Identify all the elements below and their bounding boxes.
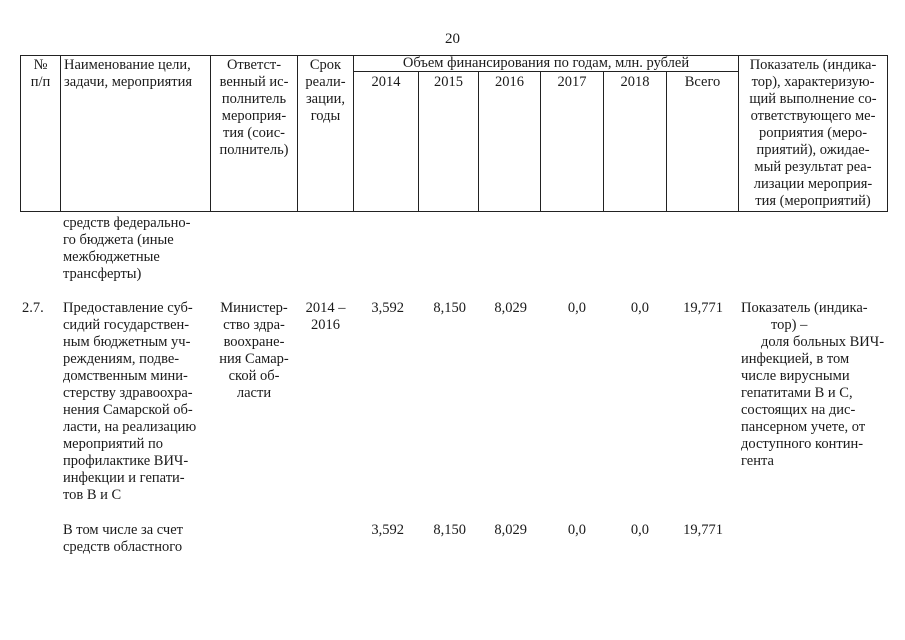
row-term: 2014 – 2016 (305, 300, 346, 333)
value-2016: 8,029 (494, 300, 527, 316)
value-2018: 0,0 (630, 300, 649, 316)
header-col-finance: Объем финансирования по годам, млн. рублей (402, 55, 690, 71)
row-name: Предоставление суб- сидий государствен- ным бюджетным уч- реждениям, подве- домственным мини- стерству здравоохра- нения Самарской об- ласти, на реализацию мероприятий по профилактике ВИЧ- инфекции и гепати- тов В и С (63, 300, 197, 503)
value-total: 19,771 (683, 300, 723, 316)
header-col-number: № п/п (30, 57, 51, 90)
subrow-value-total: 19,771 (683, 522, 723, 538)
subrow-name: В том числе за счет средств областного (63, 522, 184, 555)
header-year-2015: 2015 (434, 74, 463, 90)
subrow-value-2015: 8,150 (433, 522, 466, 538)
table-header (20, 55, 888, 212)
value-2014: 3,592 (371, 300, 404, 316)
header-col-indicator: Показатель (индика- тор), характеризую- щий выполнение со- ответствующего ме- роприятия (меро- приятий), ожидае- мый результат реа- лизации мероприя- тия (мероприятий) (749, 57, 877, 209)
header-year-2017: 2017 (557, 74, 587, 90)
header-col-name: Наименование цели, задачи, мероприятия (64, 57, 193, 90)
header-year-2016: 2016 (495, 74, 524, 90)
row-indicator: Показатель (индика- тор) – доля больных ВИЧ- инфекцией, в том числе вирусными гепатитами В и С, состоящих на дис- пансерном учете, от доступного контин- гента (741, 300, 885, 469)
subrow-value-2017: 0,0 (567, 522, 586, 538)
value-2017: 0,0 (567, 300, 586, 316)
page-number: 20 (445, 31, 460, 47)
header-total: Всего (684, 74, 721, 90)
header-year-2018: 2018 (620, 74, 650, 90)
row-responsible: Министер- ство здра- воохране- ния Самар- ской об- ласти (219, 300, 289, 401)
row-number: 2.7. (22, 300, 44, 316)
header-year-2014: 2014 (371, 74, 401, 90)
continuation-text: средств федерально- го бюджета (иные межбюджетные трансферты) (63, 215, 191, 282)
subrow-value-2016: 8,029 (494, 522, 527, 538)
subrow-value-2014: 3,592 (371, 522, 404, 538)
value-2015: 8,150 (433, 300, 466, 316)
header-col-term: Срок реали- зации, годы (305, 57, 346, 124)
subrow-value-2018: 0,0 (630, 522, 649, 538)
header-col-responsible: Ответст- венный ис- полнитель мероприя- тия (соис- полнитель) (219, 57, 289, 158)
